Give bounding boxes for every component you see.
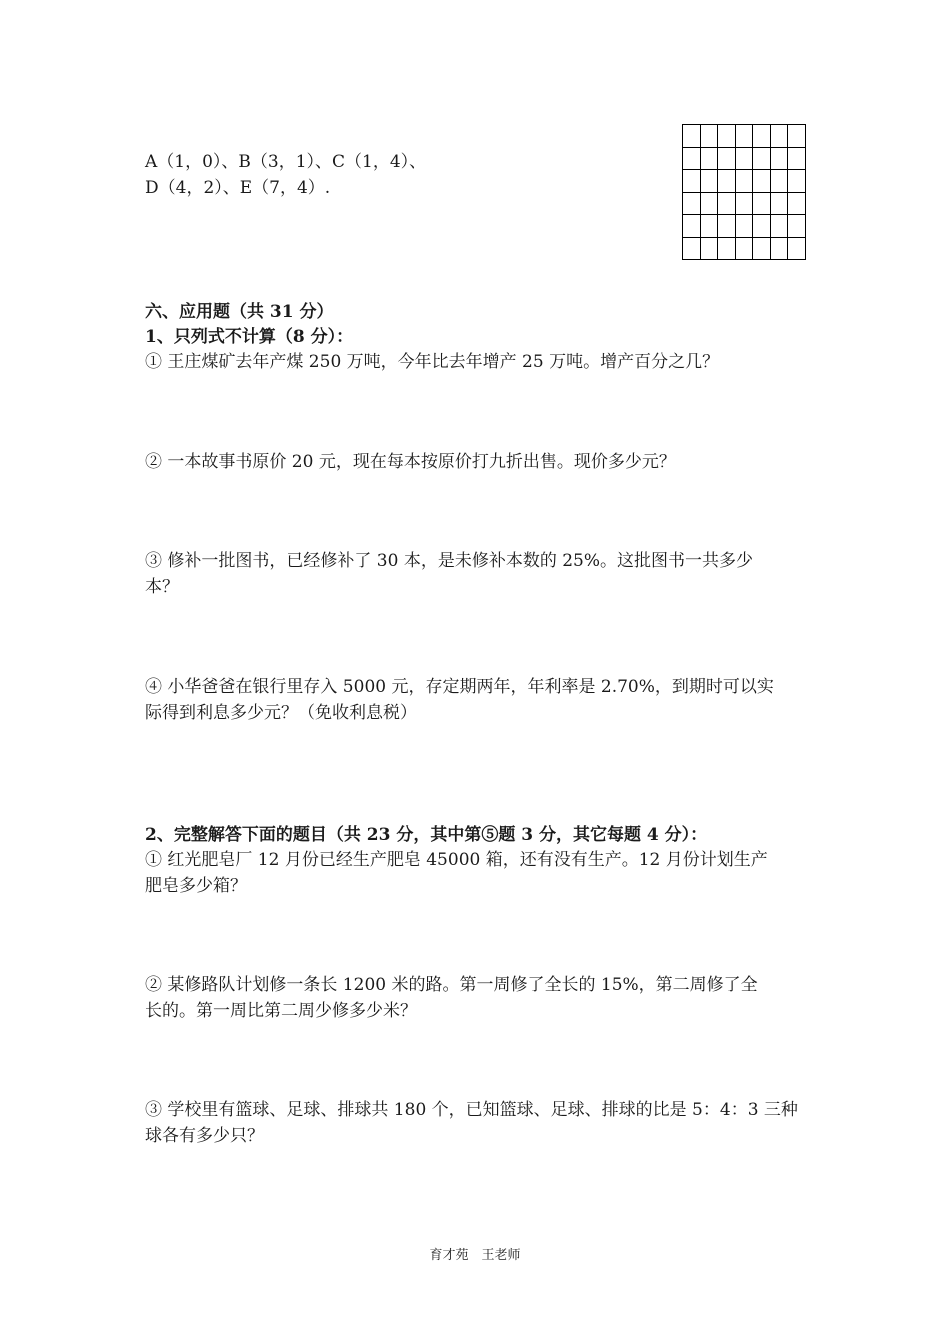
section-title: 六、应用题（共 31 分） [145,302,334,322]
coordinate-grid [682,124,806,260]
grid-cell [753,148,771,171]
grid-cell [753,193,771,216]
grid-cell [771,238,789,261]
question-1-4-line2: 际得到利息多少元？（免收利息税） [145,703,417,723]
question-1-4-line1: ④ 小华爸爸在银行里存入 5000 元，存定期两年，年利率是 2.70%，到期时可以实 [145,677,774,697]
part2-title: 2、完整解答下面的题目（共 23 分，其中第⑤题 3 分，其它每题 4 分）： [145,825,708,845]
grid-cell [736,193,754,216]
grid-cell [701,215,719,238]
grid-cell [771,125,789,148]
grid-cell [683,148,701,171]
coordinate-line-1: A（1，0）、B（3，1）、C（1，4）、 [145,152,427,172]
grid-cell [718,193,736,216]
grid-cell [753,238,771,261]
grid-cell [701,125,719,148]
question-1-2: ② 一本故事书原价 20 元，现在每本按原价打九折出售。现价多少元？ [145,452,676,472]
question-2-2-line2: 长的。第一周比第二周少修多少米？ [145,1001,417,1021]
question-1-3-line2: 本？ [145,577,179,597]
grid-cell [771,215,789,238]
grid-cell [718,215,736,238]
grid-cell [683,125,701,148]
grid-cell [788,170,806,193]
grid-cell [736,125,754,148]
grid-cell [683,238,701,261]
grid-cell [753,170,771,193]
grid-cell [701,170,719,193]
grid-cell [788,193,806,216]
grid-cell [718,125,736,148]
grid-cell [771,148,789,171]
grid-cell [718,148,736,171]
grid-cell [771,193,789,216]
grid-cell [718,238,736,261]
grid-cell [753,125,771,148]
grid-cell [788,238,806,261]
part1-title: 1、只列式不计算（8 分）： [145,327,354,347]
grid-cell [701,238,719,261]
question-2-2-line1: ② 某修路队计划修一条长 1200 米的路。第一周修了全长的 15%，第二周修了全 [145,975,758,995]
grid-cell [736,215,754,238]
question-2-1-line2: 肥皂多少箱？ [145,876,247,896]
grid-cell [771,170,789,193]
question-1-3-line1: ③ 修补一批图书，已经修补了 30 本，是未修补本数的 25%。这批图书一共多少 [145,551,754,571]
grid-cell [753,215,771,238]
grid-cell [683,193,701,216]
grid-cell [683,170,701,193]
grid-cell [788,148,806,171]
question-2-3-line2: 球各有多少只？ [145,1126,264,1146]
grid-cell [736,170,754,193]
grid-cell [736,238,754,261]
grid-cell [683,215,701,238]
grid-cell [788,125,806,148]
question-1-1: ① 王庄煤矿去年产煤 250 万吨，今年比去年增产 25 万吨。增产百分之几？ [145,352,720,372]
grid-cell [736,148,754,171]
grid-cell [701,193,719,216]
grid-cell [718,170,736,193]
grid-cell [788,215,806,238]
coordinate-line-2: D（4，2）、E（7，4）. [145,178,331,198]
question-2-3-line1: ③ 学校里有篮球、足球、排球共 180 个，已知篮球、足球、排球的比是 5：4：3 三种 [145,1100,798,1120]
grid-cell [701,148,719,171]
question-2-1-line1: ① 红光肥皂厂 12 月份已经生产肥皂 45000 箱，还有没有生产。12 月份计划生产 [145,850,768,870]
page-footer: 育才苑 王老师 [429,1248,521,1263]
